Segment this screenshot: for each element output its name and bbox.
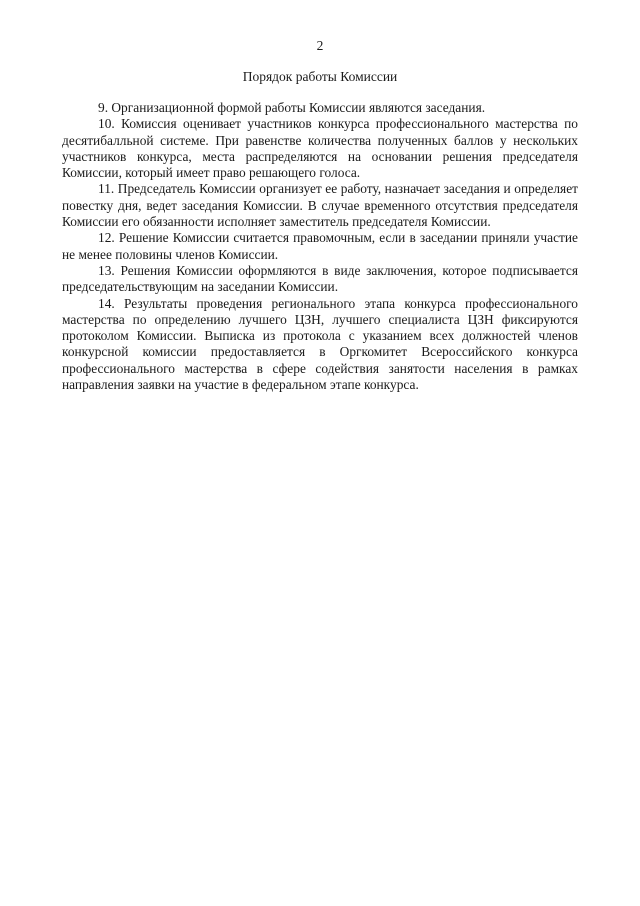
paragraph-9: 9. Организационной формой работы Комиссии являются заседания. [98, 100, 486, 115]
paragraph-13: 13. Решения Комиссии оформляются в виде заключения, которое подписывается председательствующим на заседании Комиссии. [62, 262, 578, 295]
document-body [62, 100, 578, 393]
page-number: 2 [316, 38, 324, 53]
paragraph-12: 12. Решение Комиссии считается правомочным, если в заседании приняли участие не менее половины членов Комиссии. [62, 230, 578, 262]
section-title: Порядок работы Комиссии [242, 69, 398, 84]
paragraph-11: 11. Председатель Комиссии организует ее работу, назначает заседания и определяет повестку дня, ведет заседания Комиссии. В случае временного отсутствия председателя Комиссии его обязанности исполняет заместитель председателя Комиссии. [62, 181, 578, 230]
paragraph-14: 14. Результаты проведения регионального этапа конкурса профессионального мастерства по определению лучшего ЦЗН, лучшего специалиста ЦЗН фиксируются протоколом Комиссии. Выписка из протокола с указанием всех должностей членов конкурсной комиссии предоставляется в Оргкомитет Всероссийского конкурса профессионального мастерства в сфере содействия занятости населения в рамках направления заявки на участие в федеральном этапе конкурса. [62, 295, 578, 393]
paragraph-10: 10. Комиссия оценивает участников конкурса профессионального мастерства по десятибалльной системе. При равенстве количества полученных баллов у нескольких участников конкурса, места распределяются на основании решения председателя Комиссии, который имеет право решающего голоса. [62, 116, 578, 181]
